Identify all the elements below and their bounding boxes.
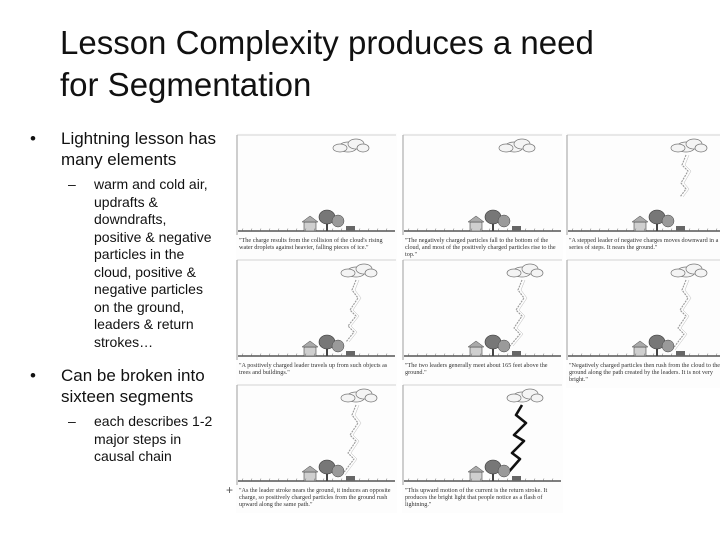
sub-line: downdrafts, <box>94 211 167 227</box>
panel-3 <box>566 133 720 263</box>
lightning-bolt-outline <box>513 280 527 346</box>
bullet-1 <box>30 128 235 170</box>
sub-line: major steps in <box>94 430 182 447</box>
panel-illustration <box>402 383 563 487</box>
tree-icon <box>649 210 674 231</box>
panel-caption: "Negatively charged particles then rush from the cloud to the ground along the path created by the leaders. It is not very bright." <box>569 362 720 384</box>
panel-4 <box>236 258 397 388</box>
lightning-bolt-icon <box>506 405 526 475</box>
panel-illustration <box>236 133 397 237</box>
sub-bullet-dash: – <box>68 413 76 429</box>
bullet-1-line-1: Lightning lesson has <box>61 129 217 148</box>
cloud-icon <box>333 139 369 152</box>
crosshair-cursor-icon: + <box>226 483 234 497</box>
roof-icon <box>632 216 648 222</box>
roof-icon <box>302 341 318 347</box>
roof-icon <box>302 216 318 222</box>
cloud-icon <box>671 264 707 277</box>
bullet-2 <box>30 365 235 407</box>
slide-title <box>60 22 700 106</box>
bullet-2-line-2: sixteen segments <box>61 387 194 406</box>
sub-line: cloud, positive & <box>94 263 196 280</box>
panel-illustration <box>566 133 720 237</box>
panel-illustration <box>402 258 563 362</box>
tree-icon <box>485 210 510 231</box>
title-line-1: Lesson Complexity produces a need <box>60 24 594 61</box>
title-line-2: for Segmentation <box>60 66 312 103</box>
panel-7 <box>236 383 397 513</box>
panel-caption: "The charge results from the collision of the cloud's rising water droplets against heavier, falling pieces of ice." <box>239 237 383 252</box>
bullet-list <box>30 128 235 466</box>
roof-icon <box>468 341 484 347</box>
lightning-bolt-icon <box>680 155 688 197</box>
panel-5 <box>402 258 563 388</box>
bullet-dot: • <box>30 366 36 385</box>
tree-icon <box>485 335 510 356</box>
panel-caption: "A positively charged leader travels up from such objects as trees and buildings." <box>239 362 388 377</box>
cloud-icon <box>507 389 543 402</box>
panel-1 <box>236 133 397 263</box>
roof-icon <box>468 466 484 472</box>
sub-bullet-dash: – <box>68 176 76 192</box>
panel-illustration <box>236 383 397 487</box>
sub-line: leaders & return <box>94 316 194 332</box>
sub-line: warm and cold air, <box>94 176 208 192</box>
sub-line: updrafts & <box>94 193 158 210</box>
panel-caption: "A stepped leader of negative charges moves downward in a series of steps. It nears the ground." <box>569 237 719 252</box>
panel-8 <box>402 383 563 513</box>
tree-icon <box>319 210 344 231</box>
sub-line: particles in the <box>94 246 185 262</box>
panel-2 <box>402 133 563 263</box>
lightning-bolt-outline <box>675 280 691 350</box>
cloud-icon <box>507 264 543 277</box>
panel-6 <box>566 258 720 388</box>
sub-line: causal chain <box>94 448 172 464</box>
lightning-bolt-outline <box>345 405 361 475</box>
panel-caption: "This upward motion of the current is the return stroke. It produces the bright light that people notice as a flash of lightning." <box>405 487 548 509</box>
panel-caption: "The two leaders generally meet about 165 feet above the ground." <box>405 362 548 377</box>
bullet-dot: • <box>30 129 36 148</box>
sub-line: on the ground, <box>94 298 185 315</box>
panel-caption: "As the leader stroke nears the ground, it induces an opposite charge, so positively charged particles from the ground rush upward along the same path." <box>239 487 391 509</box>
tree-icon <box>485 460 510 481</box>
panel-illustration <box>402 133 563 237</box>
panel-caption: "The negatively charged particles fall to the bottom of the cloud, and most of the positively charged particles rise to the top." <box>405 237 556 259</box>
tree-icon <box>319 460 344 481</box>
sub-line: each describes 1-2 <box>94 413 213 429</box>
sub-line: strokes… <box>94 333 154 350</box>
cloud-icon <box>341 389 377 402</box>
sub-line: negative particles <box>94 281 203 297</box>
panel-illustration <box>566 258 720 362</box>
sub-bullet-1 <box>30 176 235 351</box>
bullet-1-line-2: many elements <box>61 150 177 169</box>
roof-icon <box>302 466 318 472</box>
sub-bullet-2 <box>30 413 235 466</box>
tree-icon <box>649 335 674 356</box>
roof-icon <box>632 341 648 347</box>
cloud-icon <box>671 139 707 152</box>
tree-icon <box>319 335 344 356</box>
panel-illustration <box>236 258 397 362</box>
sub-line: positive & negative <box>94 228 212 245</box>
cloud-icon <box>499 139 535 152</box>
roof-icon <box>468 216 484 222</box>
cloud-icon <box>341 264 377 277</box>
bullet-2-line-1: Can be broken into <box>61 366 205 385</box>
